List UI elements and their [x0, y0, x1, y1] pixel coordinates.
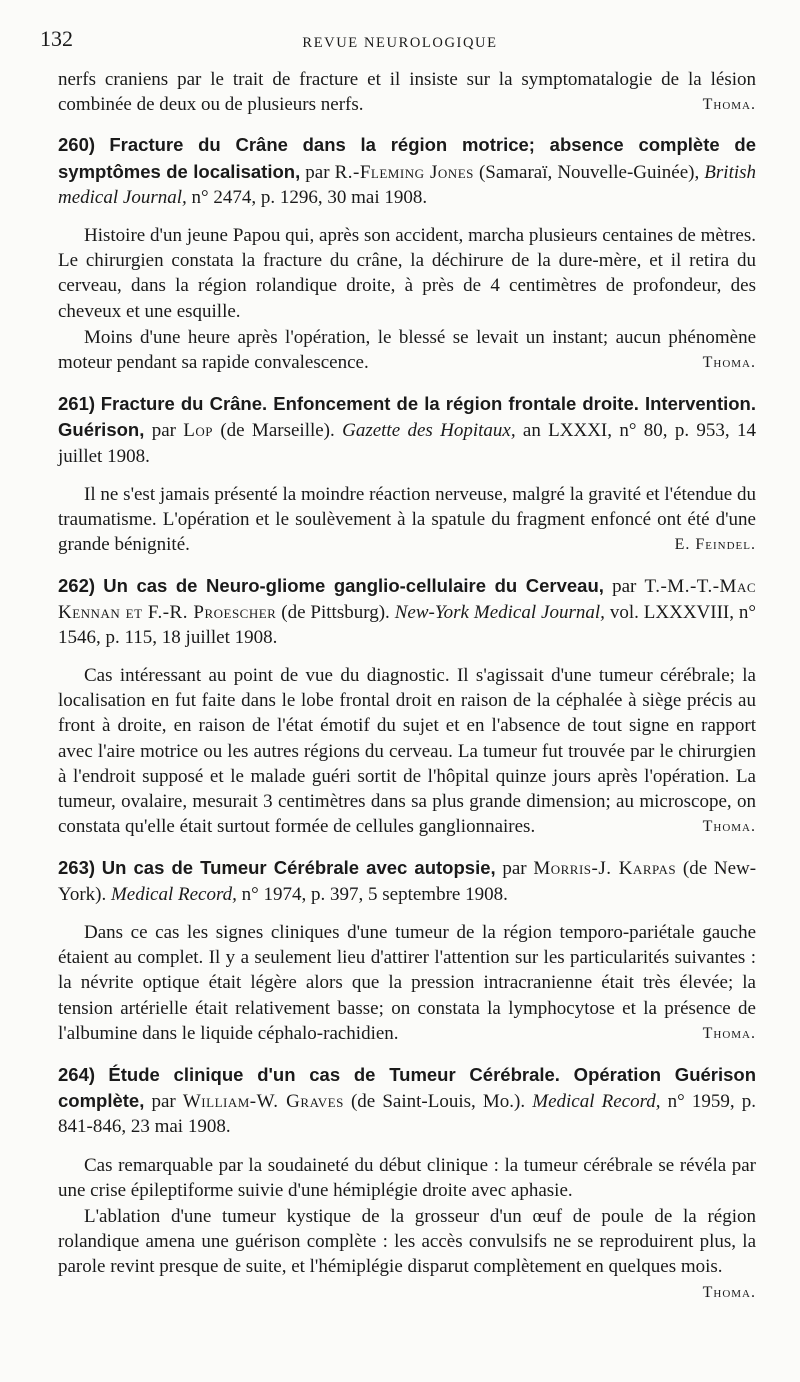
entry-title: Étude clinique d'un cas de Tumeur Cérébrale. Opération Guérison complète,: [58, 1063, 757, 1112]
entry-title: Un cas de Tumeur Cérébrale avec autopsie,: [101, 857, 496, 879]
entry-paragraph: [58, 482, 756, 558]
entry-number: 263): [58, 857, 96, 879]
entry-author: Lop: [183, 420, 214, 442]
entry-by: par: [151, 420, 176, 442]
entry-signature: E. Feindel.: [674, 536, 756, 554]
entry-reference: n° 1974, p. 397, 5 septembre 1908.: [241, 883, 508, 905]
entry-number: 264): [58, 1063, 96, 1085]
entry-affiliation: (de New-York).: [58, 858, 757, 905]
entry-author: Morris-J. Karpas: [533, 858, 677, 880]
page-content: [58, 67, 756, 1305]
page-header: [40, 26, 760, 58]
running-title: REVUE NEUROLOGIQUE: [302, 35, 498, 51]
entry-signature: Thoma.: [702, 1283, 756, 1301]
entry-number: 260): [58, 134, 96, 156]
entry-heading: [58, 132, 756, 210]
entry-signature: Thoma.: [702, 818, 756, 836]
entry-heading: [58, 1062, 756, 1140]
entry-reference: n° 2474, p. 1296, 30 mai 1908.: [191, 186, 428, 208]
entry-reference: vol. LXXXVIII, n° 1546, p. 115, 18 juillet 1908.: [58, 601, 756, 648]
entry-journal: Gazette des Hopitaux,: [342, 420, 516, 442]
entry-journal: New-York Medical Journal,: [394, 601, 605, 623]
entry-264: [58, 1062, 756, 1305]
entry-body: [58, 920, 756, 1047]
entry-affiliation: (de Marseille).: [220, 420, 335, 442]
entry-author: William-W. Graves: [182, 1091, 344, 1113]
entry-reference: an LXXXI, n° 80, p. 953, 14 juillet 1908.: [58, 420, 756, 467]
entry-journal: Medical Record,: [110, 883, 237, 905]
entry-paragraph: [58, 663, 756, 839]
entry-263: [58, 855, 756, 1046]
page-number: 132: [40, 26, 73, 51]
entry-body: [58, 482, 756, 559]
entry-number: 262): [58, 575, 96, 597]
entry-title: Fracture du Crâne dans la région motrice; absence complète de symptômes de localisation,: [58, 134, 756, 182]
entry-journal: British medical Journal,: [58, 161, 757, 208]
entry-body: [58, 223, 756, 376]
entry-paragraph: Cas remarquable par la soudaineté du début clinique : la tumeur cérébrale se révéla par une crise épileptiforme suivie d'une hémiplégie droite avec aphasie.: [58, 1154, 756, 1201]
entry-paragraph-text: L'ablation d'une tumeur kystique de la grosseur d'un œuf de poule de la région rolandique amena une guérison complète : les accès convulsifs ne se reproduirent plus, la parole revint presque de suite, et l'hémiplégie disparut complètement en quelques mois.: [58, 1205, 756, 1278]
entry-heading: [58, 391, 756, 469]
entry-paragraph: Histoire d'un jeune Papou qui, après son accident, marcha plusieurs centaines de mètres. Le chirurgien constata la fracture du crâne, la déchirure de la dure-mère, et il retira du cerveau, dans la région rolandique droite, à près de 4 centimètres de profondeur, des cheveux et une esquille.: [58, 225, 756, 322]
entry-body: [58, 1153, 756, 1305]
entry-by: par: [612, 576, 637, 598]
entry-affiliation: (de Saint-Louis, Mo.).: [350, 1091, 526, 1113]
entry-title: Un cas de Neuro-gliome ganglio-cellulaire du Cerveau,: [103, 575, 604, 597]
entry-affiliation: (Samaraï, Nouvelle-Guinée),: [478, 161, 700, 183]
entry-heading: [58, 855, 756, 906]
entry-paragraph-text: Cas intéressant au point de vue du diagnostic. Il s'agissait d'une tumeur cérébrale; la localisation en fut faite dans le lobe frontal droit en raison de la céphalée à siège précis au front à droite, en raison de l'état émotif du sujet et en l'absence de tout signe en rapport avec l'aire motrice ou les autres régions du cerveau. La tumeur fut trouvée par le chirurgien à l'endroit supposé et le malade guéri sortit de l'hôpital quinze jours après l'opération. La tumeur, ovalaire, mesurait 3 centimètres dans sa plus grande dimension; au microscope, on constata qu'elle était surtout formée de cellules ganglionnaires.: [58, 665, 756, 838]
entry-heading: [58, 573, 756, 650]
intro-signature: Thoma.: [702, 96, 756, 114]
intro-paragraph: [58, 67, 756, 117]
entry-number: 261): [58, 393, 96, 415]
entry-by: par: [151, 1091, 176, 1113]
entry-262: [58, 573, 756, 840]
entry-paragraph: [58, 1204, 756, 1301]
entry-261: [58, 391, 756, 558]
entry-paragraph: [58, 325, 756, 375]
intro-text: nerfs craniens par le trait de fracture et il insiste sur la symptomatalogie de la lésion combinée de deux ou de plusieurs nerfs.: [58, 69, 756, 116]
entry-body: [58, 663, 756, 840]
entry-title: Fracture du Crâne. Enfoncement de la région frontale droite. Intervention. Guérison,: [58, 393, 756, 441]
entry-affiliation: (de Pittsburg).: [281, 601, 390, 623]
entry-paragraph-text: Dans ce cas les signes cliniques d'une tumeur de la région temporo-pariétale gauche étaient au complet. Il y a seulement lieu d'attirer l'attention sur les particularités suivantes : la névrite optique était légère alors que la pression intracranienne était très élevée; la tension artérielle était relativement basse; on constata la lymphocytose et la présence de l'albumine dans le liquide céphalo-rachidien.: [58, 921, 756, 1044]
entry-reference: n° 1959, p. 841-846, 23 mai 1908.: [58, 1091, 757, 1138]
entry-journal: Medical Record,: [532, 1091, 661, 1113]
entry-paragraph: [58, 920, 756, 1046]
entry-paragraph-text: Il ne s'est jamais présenté la moindre réaction nerveuse, malgré la gravité et l'étendue du traumatisme. L'opération et le soulèvement à la spatule du fragment enfoncé ont été d'une grande bénignité.: [58, 483, 756, 556]
entry-by: par: [502, 858, 527, 880]
entry-260: [58, 132, 756, 376]
entry-author: T.-M.-T.-Mac Kennan et F.-R. Proescher: [58, 576, 757, 623]
entry-paragraph-text: Moins d'une heure après l'opération, le blessé se levait un instant; aucun phénomène moteur pendant sa rapide convalescence.: [58, 326, 756, 374]
entry-by: par: [305, 161, 330, 183]
entry-signature: Thoma.: [702, 1024, 756, 1042]
entry-author: R.-Fleming Jones: [334, 161, 474, 183]
entry-signature: Thoma.: [702, 354, 756, 372]
